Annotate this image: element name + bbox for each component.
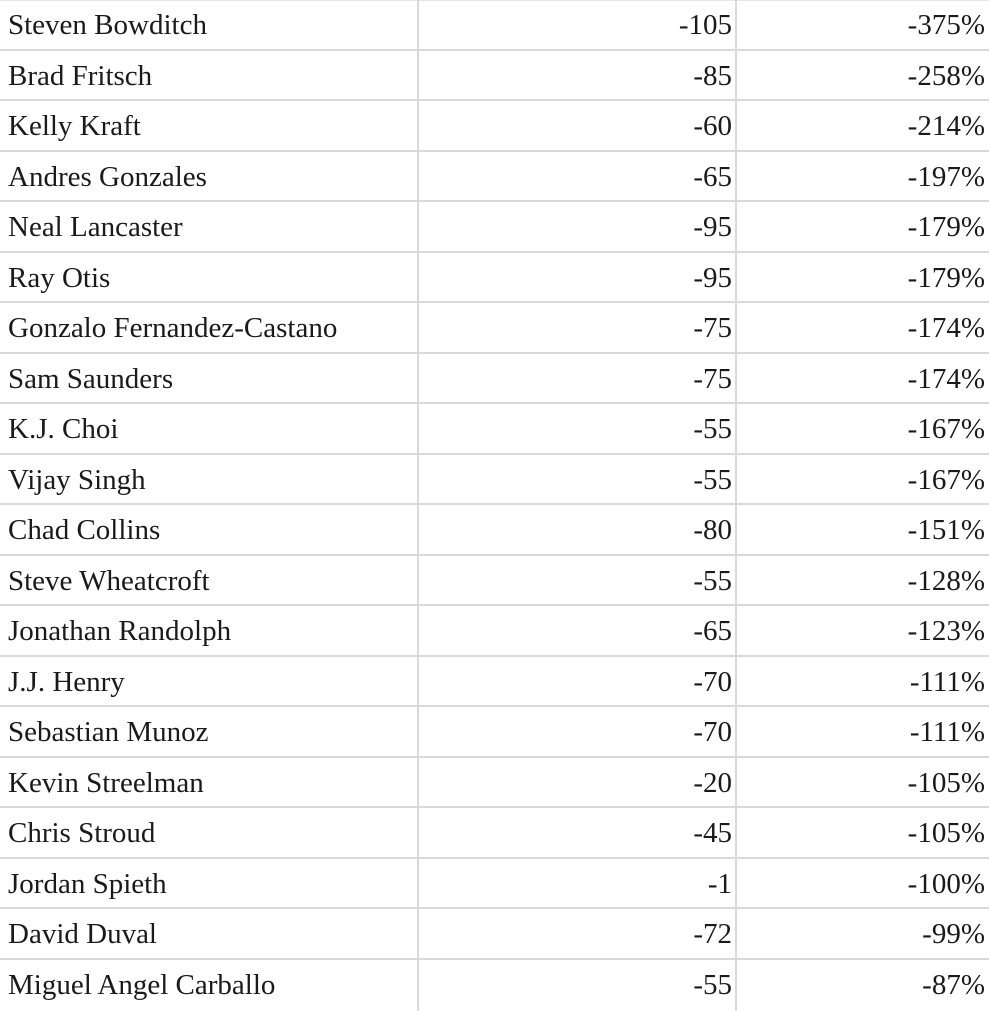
player-name-cell[interactable]: Kevin Streelman (8, 766, 204, 799)
value-cell[interactable]: -55 (693, 968, 732, 1001)
percent-cell[interactable]: -197% (907, 160, 985, 193)
table-row[interactable] (0, 51, 989, 102)
value-cell[interactable]: -75 (693, 362, 732, 395)
percent-cell[interactable]: -123% (907, 615, 985, 647)
value-cell[interactable]: -20 (693, 766, 732, 799)
percent-cell[interactable]: -87% (922, 968, 985, 1001)
value-cell[interactable]: -75 (693, 312, 732, 344)
table-row[interactable] (0, 404, 989, 455)
value-cell[interactable]: -1 (707, 867, 732, 900)
value-cell[interactable]: -45 (693, 817, 732, 849)
player-name-cell[interactable]: Sebastian Munoz (8, 716, 209, 748)
player-name-cell[interactable]: Neal Lancaster (8, 211, 183, 243)
value-cell[interactable]: -55 (693, 463, 732, 496)
percent-cell[interactable]: -151% (907, 514, 985, 546)
percent-cell[interactable]: -111% (909, 665, 985, 698)
value-cell[interactable]: -95 (693, 261, 732, 294)
player-name-cell[interactable]: Chad Collins (8, 514, 161, 546)
table-row[interactable] (0, 354, 989, 405)
value-cell[interactable]: -55 (693, 413, 732, 445)
column-divider (735, 0, 737, 1011)
percent-cell[interactable]: -105% (907, 817, 985, 849)
percent-cell[interactable]: -375% (907, 9, 985, 41)
player-name-cell[interactable]: K.J. Choi (8, 413, 119, 445)
percent-cell[interactable]: -258% (907, 59, 985, 92)
percent-cell[interactable]: -167% (907, 463, 985, 496)
table-row[interactable] (0, 859, 989, 910)
percent-cell[interactable]: -99% (922, 918, 985, 950)
player-name-cell[interactable]: Jonathan Randolph (8, 615, 232, 647)
value-cell[interactable]: -95 (693, 211, 732, 243)
player-name-cell[interactable]: Gonzalo Fernandez-Castano (8, 312, 338, 344)
player-name-cell[interactable]: Kelly Kraft (8, 110, 141, 142)
table-row[interactable] (0, 808, 989, 859)
percent-cell[interactable]: -128% (907, 564, 985, 597)
percent-cell[interactable]: -174% (907, 362, 985, 395)
percent-cell[interactable]: -179% (907, 261, 985, 294)
player-name-cell[interactable]: Steve Wheatcroft (8, 564, 210, 597)
value-cell[interactable]: -80 (693, 514, 732, 546)
value-cell[interactable]: -72 (693, 918, 732, 950)
table-row[interactable] (0, 909, 989, 960)
player-name-cell[interactable]: J.J. Henry (8, 665, 125, 698)
table-row[interactable] (0, 101, 989, 152)
table-row[interactable] (0, 505, 989, 556)
table-row[interactable] (0, 556, 989, 607)
table-row[interactable] (0, 202, 989, 253)
percent-cell[interactable]: -174% (907, 312, 985, 344)
table-row[interactable] (0, 0, 989, 51)
player-name-cell[interactable]: Ray Otis (8, 261, 111, 294)
table-row[interactable] (0, 707, 989, 758)
player-name-cell[interactable]: Chris Stroud (8, 817, 156, 849)
table-row[interactable] (0, 657, 989, 708)
value-cell[interactable]: -65 (693, 160, 732, 193)
table-row[interactable] (0, 606, 989, 657)
player-name-cell[interactable]: Sam Saunders (8, 362, 174, 395)
table-row[interactable] (0, 455, 989, 506)
value-cell[interactable]: -60 (693, 110, 732, 142)
player-name-cell[interactable]: Vijay Singh (8, 463, 146, 496)
player-name-cell[interactable]: Steven Bowditch (8, 9, 207, 41)
table-row[interactable] (0, 253, 989, 304)
column-divider (417, 0, 419, 1011)
table-row[interactable] (0, 152, 989, 203)
table-row[interactable] (0, 303, 989, 354)
value-cell[interactable]: -55 (693, 564, 732, 597)
value-cell[interactable]: -65 (693, 615, 732, 647)
percent-cell[interactable]: -111% (909, 716, 985, 748)
player-name-cell[interactable]: Jordan Spieth (8, 867, 167, 900)
value-cell[interactable]: -85 (693, 59, 732, 92)
percent-cell[interactable]: -105% (907, 766, 985, 799)
player-name-cell[interactable]: Brad Fritsch (8, 59, 153, 92)
percent-cell[interactable]: -214% (907, 110, 985, 142)
value-cell[interactable]: -70 (693, 665, 732, 698)
table-row[interactable] (0, 960, 989, 1011)
value-cell[interactable]: -70 (693, 716, 732, 748)
percent-cell[interactable]: -179% (907, 211, 985, 243)
percent-cell[interactable]: -167% (907, 413, 985, 445)
percent-cell[interactable]: -100% (907, 867, 985, 900)
table-row[interactable] (0, 758, 989, 809)
value-cell[interactable]: -105 (678, 9, 732, 41)
player-name-cell[interactable]: Miguel Angel Carballo (8, 968, 276, 1001)
player-name-cell[interactable]: Andres Gonzales (8, 160, 207, 193)
player-name-cell[interactable]: David Duval (8, 918, 157, 950)
